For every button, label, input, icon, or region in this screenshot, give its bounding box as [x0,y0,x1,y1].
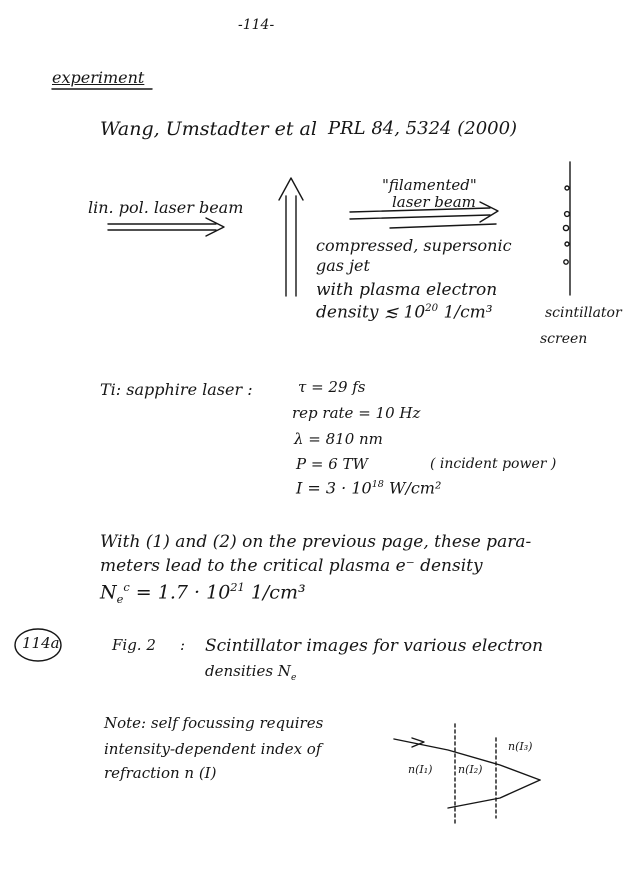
figure-caption-2: densities $N_e$ [205,662,297,683]
index-n2-label: n(I₂) [458,763,483,776]
screen-label-1: scintillator [545,305,622,321]
page-ref-circle-label: 114a [22,634,60,652]
note-line-1: Note: self focussing requires [104,714,324,732]
section-heading: experiment [52,68,145,87]
gas-jet-arrow [279,178,303,296]
param-lambda: λ = 810 nm [294,430,383,448]
self-focusing-diagram [394,724,540,826]
param-power: P = 6 TW [296,455,368,473]
laser-params-label: Ti: sapphire laser : [100,380,253,399]
figure-caption-1: Scintillator images for various electron [205,636,544,656]
param-power-note: ( incident power ) [430,456,557,472]
gas-jet-line-1: compressed, supersonic [316,236,512,255]
index-n3-label: n(I₃) [508,740,533,753]
param-tau: τ = 29 fs [298,378,366,396]
note-line-3: refraction n (I) [104,764,217,782]
param-rep-rate: rep rate = 10 Hz [292,404,421,422]
laser-beam-arrow [108,218,224,236]
figure-label: Fig. 2 [112,636,156,654]
gas-jet-line-3: with plasma electron [316,280,498,300]
reference-journal: PRL 84, 5324 (2000) [328,118,518,139]
screen-label-2: screen [540,331,588,347]
filamented-beam-arrow [350,202,498,228]
figure-colon: : [180,636,186,654]
gas-jet-line-2: gas jet [316,256,370,275]
critical-line-2: meters lead to the critical plasma e⁻ density [100,556,483,576]
filamented-beam-label: laser beam [392,193,476,211]
critical-line-1: With (1) and (2) on the previous page, these para- [100,532,532,552]
index-n1-label: n(I₁) [408,763,433,776]
page-ref-circle [15,629,61,661]
critical-density-value: $N_e^c = 1.7 \cdot 10^{21}$ 1/cm³ [100,580,306,607]
gas-jet-density: density ≲ $10^{20}$ 1/cm³ [316,302,493,323]
filamented-label: "filamented" [382,176,477,194]
laser-beam-label: lin. pol. laser beam [88,198,244,217]
page-number: -114- [238,17,275,33]
reference-authors: Wang, Umstadter et al [100,118,317,140]
note-line-2: intensity-dependent index of [104,740,322,758]
param-intensity: $I = 3 \cdot 10^{18}$ W/cm² [296,478,442,498]
scintillator-screen [563,162,570,295]
